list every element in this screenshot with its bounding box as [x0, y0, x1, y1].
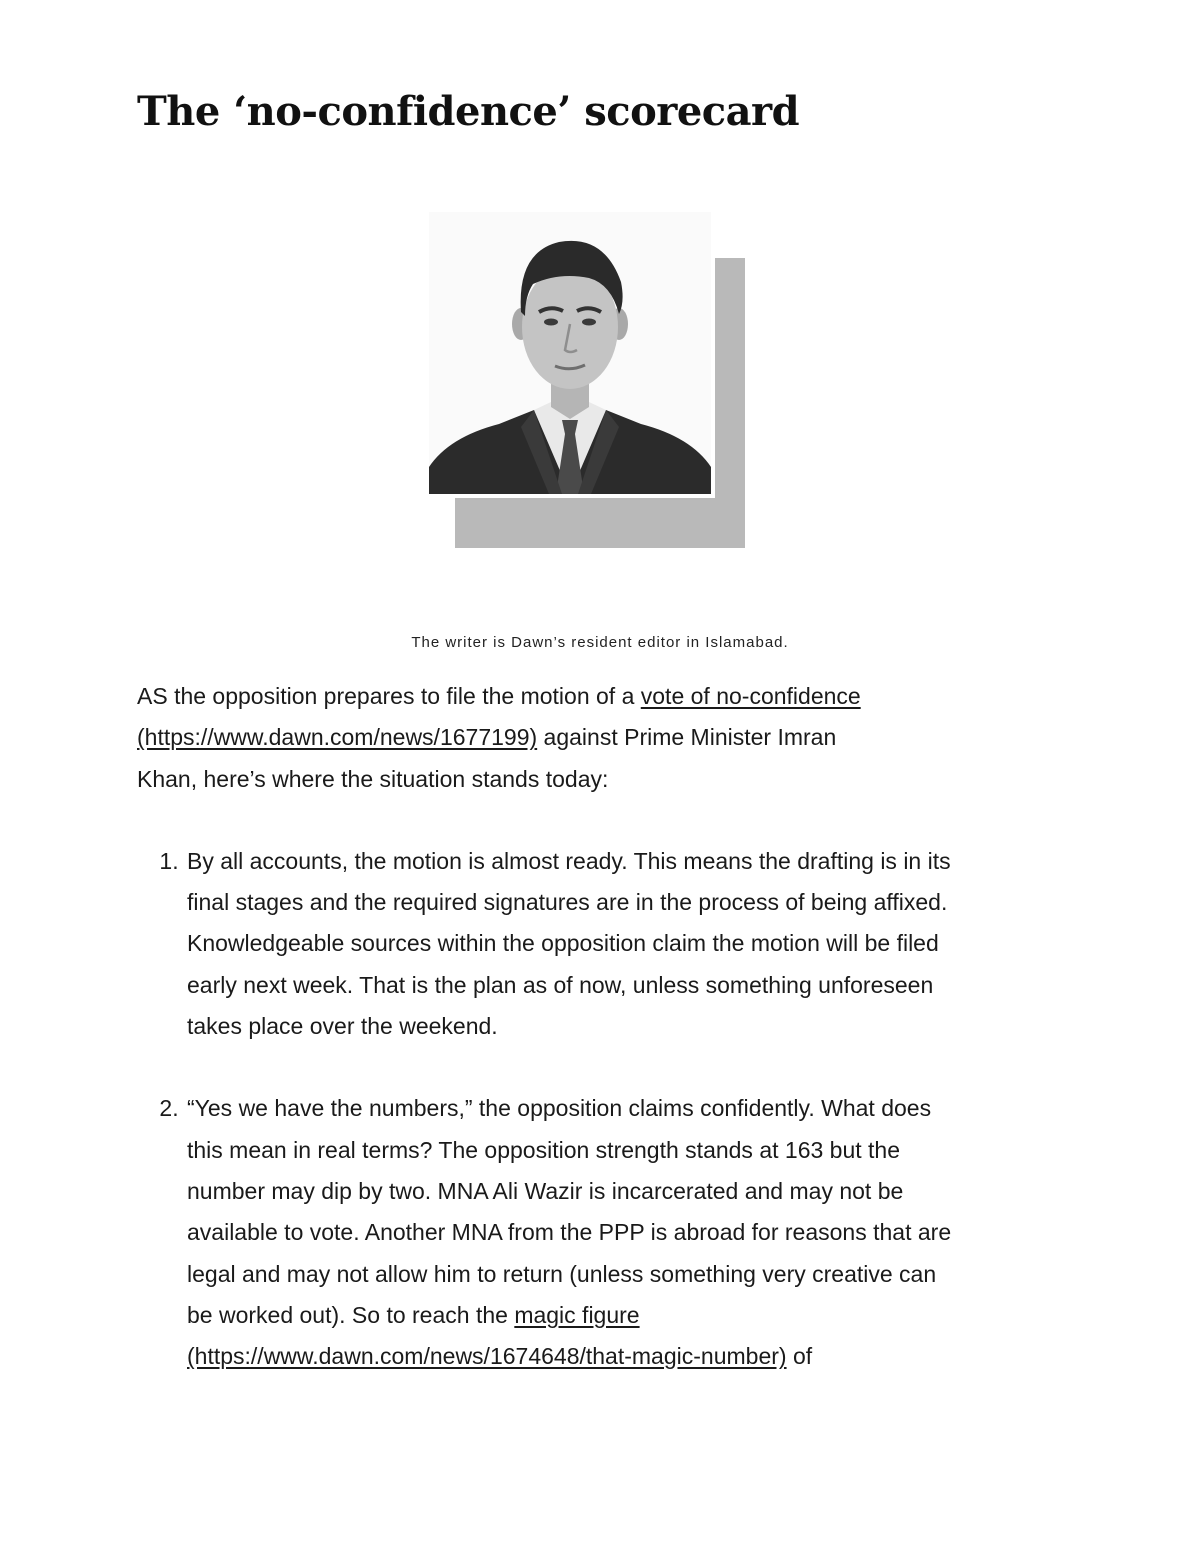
point-2-text-continued: of	[786, 1343, 813, 1370]
intro-text: AS the opposition prepares to file the motion of a	[137, 683, 641, 709]
intro-text-continued: against Prime Minister Imran Khan, here’s where the situation stands today:	[137, 724, 837, 792]
list-item	[185, 841, 965, 1047]
point-1-text: By all accounts, the motion is almost ready. This means the drafting is in its final stages and the required signatures are in the process of being affixed. Knowledgeable sources within the opposition claim the motion will be filed early next week. That is the plan as of now, unless something unforeseen takes place over the weekend.	[187, 847, 951, 1040]
author-photo-figure	[425, 208, 747, 550]
scorecard-list	[137, 841, 965, 1378]
list-item	[185, 1088, 965, 1377]
intro-paragraph	[137, 676, 872, 800]
vote-of-no-confidence-link[interactable]: vote of no-confidence (https://www.dawn.com/news/1677199)	[137, 683, 861, 751]
point-2-text: “Yes we have the numbers,” the opposition claims confidently. What does this mean in real terms? The opposition strength stands at 163 but the number may dip by two. MNA Ali Wazir is incarcerated and may not be available to vote. Another MNA from the PPP is abroad for reasons that are legal and may not allow him to return (unless something very creative can be worked out). So to reach the	[187, 1095, 952, 1328]
author-caption: The writer is Dawn’s resident editor in Islamabad.	[411, 634, 789, 651]
page-title: The ‘no-confidence’ scorecard	[137, 88, 800, 135]
author-photo	[425, 208, 715, 498]
magic-figure-link[interactable]: magic figure (https://www.dawn.com/news/1674648/that-magic-number)	[187, 1301, 787, 1370]
article-body	[137, 676, 967, 1418]
